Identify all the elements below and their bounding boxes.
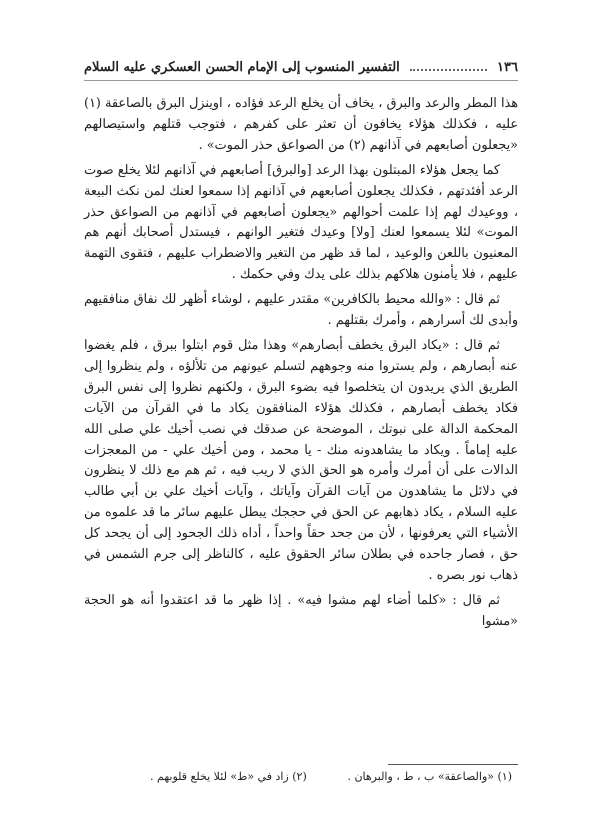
paragraph: ثم قال : «والله محيط بالكافرين» مقتدر عليهم ، لوشاء أظهر لك نفاق منافقيهم وأبدى لك أسرارهم ، وأمرك بقتلهم . [84,292,518,329]
footnote: (٢) زاد في «ط» لئلا يخلع قلوبهم . [150,770,307,783]
page-header [84,56,518,78]
paragraph: هذا المطر والرعد والبرق ، يخاف أن يخلع الرعد فؤاده ، اوينزل البرق بالصاعقة (١) عليه ، فكذلك هؤلاء يخافون أن تعثر على كفرهم ، فتوجب قتلهم واستيصالهم «يجعلون أصابعهم في آذانهم (٢) من الصواعق حذر الموت» . [84,96,518,153]
main-text [84,94,518,637]
footnote: (١) «والصاعقة» ب ، ط ، والبرهان . [347,770,512,783]
paragraph: ثم قال : «يكاد البرق يخطف أبصارهم» وهذا مثل قوم ابتلوا ببرق ، فلم يغضوا عنه أبصارهم ، ولم يستروا منه وجوههم لتسلم عيونهم من تلألؤه ، ولم ينظروا إلى الطريق الذي يريدون ان يتخلصوا فيه بضوء البرق ، ولكنهم نظروا إلى نفس البرق فكاد يخطف أبصارهم ، فكذلك هؤلاء المنافقون يكاد ما في القرآن من الآيات المحكمة الدالة على نبوتك ، الموضحة عن صدقك في نصب أخيك علي صلى الله عليه إماماً . ويكاد ما يشاهدونه منك - يا محمد ، ومن أخيك علي - من المعجزات الدالات على أن أمرك وأمره هو الحق الذي لا ريب فيه ، ثم هم مع ذلك لا ينظرون في دلائل ما يشاهدون من آيات القرآن وآياتك ، وآيات أخيك علي بن أبي طالب عليه السلام ، يكاد ذهابهم عن الحق في حججك يبطل عليهم سائر ما قد علموه من الأشياء التي يعرفونها ، لأن من جحد حقاً واحداً ، أداه ذلك الجحود إلى أن يجحد كل حق ، فصار جاحده في بطلان سائر الحقوق عليه ، كالناظر إلى جرم الشمس في ذهاب نور بصره . [84,337,518,583]
running-title: التفسير المنسوب إلى الإمام الحسن العسكري عليه السلام [84,59,400,75]
page-number: ١٣٦ [497,59,518,75]
paragraph: ثم قال : «كلما أضاء لهم مشوا فيه» . إذا ظهر ما قد اعتقدوا أنه هو الحجة «مشوا [84,592,518,629]
footnote-rule [388,764,518,765]
header-dotted-leader [410,63,487,71]
footnotes [150,770,512,783]
header-rule [84,80,518,81]
paragraph: كما يجعل هؤلاء المبتلون بهذا الرعد [والبرق] أصابعهم في آذانهم لئلا يخلع صوت الرعد أفئدتهم ، فكذلك يجعلون أصابعهم في آذانهم إذا سمعوا لعنك لمن نكث البيعة ، ووعيدك لهم إذا علمت أحوالهم «يجعلون أصابعهم في آذانهم من الصواعق حذر الموت» لئلا يسمعوا لعنك [ولا] وعيدك فتغير الوانهم ، فيستدل أصحابك أنهم هم المعنيون باللعن والوعيد ، لما قد ظهر من التغير والاضطراب عليهم ، فتقوى التهمة عليهم ، فلا يأمنون هلاكهم بذلك على يدك وفي حكمك . [84,162,518,283]
